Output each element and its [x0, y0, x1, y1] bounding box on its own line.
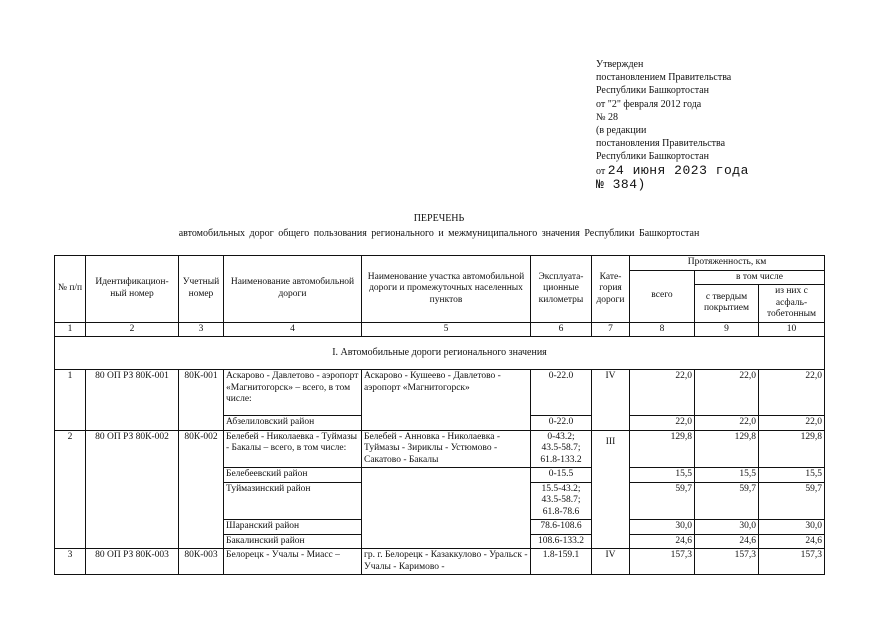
km-range: 61.8-78.6	[542, 506, 580, 517]
section-row	[55, 337, 825, 370]
header-paved: с твердым покрытием	[695, 285, 759, 323]
district-km	[531, 482, 592, 520]
col-number: 1	[55, 322, 86, 337]
district-asphalt: 15,5	[759, 468, 825, 483]
district-paved: 15,5	[695, 468, 759, 483]
district-name: Туймазинский район	[224, 482, 362, 520]
col-number: 8	[630, 322, 695, 337]
col-number: 9	[695, 322, 759, 337]
district-name: Шаранский район	[224, 520, 362, 535]
row-asphalt: 129,8	[759, 430, 825, 468]
row-road-name: Белорецк - Учалы - Миасс –	[224, 549, 362, 575]
header-name: Наименование автомобильной дороги	[224, 256, 362, 323]
col-number: 7	[592, 322, 630, 337]
header-length: Протяженность, км	[630, 256, 825, 271]
approval-line: (в редакции	[596, 125, 647, 137]
district-total: 15,5	[630, 468, 695, 483]
row-id: 80 ОП РЗ 80К-003	[86, 549, 179, 575]
header-km: Эксплуата- ционные километры	[531, 256, 592, 323]
row-reg: 80К-002	[179, 430, 224, 549]
row-id: 80 ОП РЗ 80К-002	[86, 430, 179, 549]
km-range: 61.8-133.2	[540, 454, 582, 465]
row-num: 3	[55, 549, 86, 575]
row-road-name: Белебей - Николаевка - Туймазы - Бакалы – всего, в том числе:	[224, 430, 362, 468]
approval-line: от "2" февраля 2012 года	[596, 98, 702, 110]
district-km: 108.6-133.2	[531, 534, 592, 549]
header-asphalt: из них с асфаль- тобетонным	[759, 285, 825, 323]
approval-line: Республики Башкортостан	[596, 85, 709, 97]
row-section: Аскарово - Кушеево - Давлетово - аэропорт «Магнитогорск»	[362, 370, 531, 431]
district-asphalt: 59,7	[759, 482, 825, 520]
col-number: 2	[86, 322, 179, 337]
header-including: в том числе	[695, 270, 825, 285]
district-paved: 22,0	[695, 416, 759, 431]
district-section	[362, 468, 531, 549]
km-range: 0-43.2;	[547, 431, 575, 442]
header-total: всего	[630, 270, 695, 322]
district-asphalt: 24,6	[759, 534, 825, 549]
row-reg: 80К-001	[179, 370, 224, 431]
district-km: 0-22.0	[531, 416, 592, 431]
table-row	[55, 370, 825, 416]
header-category: Кате- гория дороги	[592, 256, 630, 323]
district-paved: 24,6	[695, 534, 759, 549]
district-km: 78.6-108.6	[531, 520, 592, 535]
row-reg: 80К-003	[179, 549, 224, 575]
district-asphalt: 22,0	[759, 416, 825, 431]
row-num: 1	[55, 370, 86, 431]
approval-line: постановления Правительства	[596, 138, 726, 150]
table-row	[55, 549, 825, 575]
row-section: Белебей - Анновка - Николаевка - Туймазы - Зириклы - Устюмово - Сакатово - Бакалы	[362, 430, 531, 468]
approval-date: 24 июня 2023 года	[607, 162, 749, 178]
col-number: 3	[179, 322, 224, 337]
district-total: 30,0	[630, 520, 695, 535]
row-category: IV	[592, 370, 630, 431]
row-category: III	[592, 430, 630, 549]
row-paved: 129,8	[695, 430, 759, 468]
row-asphalt: 157,3	[759, 549, 825, 575]
col-number: 4	[224, 322, 362, 337]
row-total: 22,0	[630, 370, 695, 416]
district-paved: 59,7	[695, 482, 759, 520]
header-reg: Учетный номер	[179, 256, 224, 323]
row-section: гр. г. Белорецк - Казаккулово - Уральск - Учалы - Каримово -	[362, 549, 531, 575]
header-id: Идентификацион- ный номер	[86, 256, 179, 323]
row-road-name: Аскарово - Давлетово - аэропорт «Магнитогорск» – всего, в том числе:	[224, 370, 362, 416]
approval-line: Утвержден	[596, 59, 644, 70]
row-total: 157,3	[630, 549, 695, 575]
approval-line: Республики Башкортостан	[596, 151, 709, 163]
col-number: 6	[531, 322, 592, 337]
km-range: 15.5-43.2;	[541, 483, 581, 494]
row-total: 129,8	[630, 430, 695, 468]
header-num: № п/п	[55, 256, 86, 323]
approval-line: № 28	[596, 111, 619, 123]
district-name: Бакалинский район	[224, 534, 362, 549]
km-range: 43.5-58.7;	[541, 443, 581, 453]
row-km	[531, 430, 592, 468]
district-asphalt: 30,0	[759, 520, 825, 535]
district-name: Абзелиловский район	[224, 416, 362, 431]
approval-date-line	[596, 164, 749, 178]
approval-line: постановлением Правительства	[596, 72, 732, 84]
district-km: 0-15.5	[531, 468, 592, 483]
table-row	[55, 430, 825, 468]
row-km: 1.8-159.1	[531, 549, 592, 575]
approval-date-prefix: от	[596, 165, 606, 177]
row-category: IV	[592, 549, 630, 575]
row-asphalt: 22,0	[759, 370, 825, 416]
row-paved: 157,3	[695, 549, 759, 575]
approval-block	[596, 58, 749, 191]
section-title: I. Автомобильные дороги регионального значения	[55, 337, 825, 370]
roads-table	[54, 255, 825, 575]
district-name: Белебеевский район	[224, 468, 362, 483]
district-total: 59,7	[630, 482, 695, 520]
district-total: 24,6	[630, 534, 695, 549]
row-num: 2	[55, 430, 86, 549]
col-number: 5	[362, 322, 531, 337]
header-section: Наименование участка автомобильной дороги и промежуточных населенных пунктов	[362, 256, 531, 323]
district-paved: 30,0	[695, 520, 759, 535]
row-id: 80 ОП РЗ 80К-001	[86, 370, 179, 431]
district-total: 22,0	[630, 416, 695, 431]
document-title: ПЕРЕЧЕНЬ	[413, 213, 465, 224]
row-km: 0-22.0	[531, 370, 592, 416]
row-paved: 22,0	[695, 370, 759, 416]
approval-number: № 384)	[596, 176, 646, 192]
column-numbers-row	[55, 322, 825, 337]
document-subtitle: автомобильных дорог общего пользования регионального и межмуниципального значения Республики Башкортостан	[178, 228, 700, 239]
col-number: 10	[759, 322, 825, 337]
km-range: 43.5-58.7;	[541, 495, 581, 505]
